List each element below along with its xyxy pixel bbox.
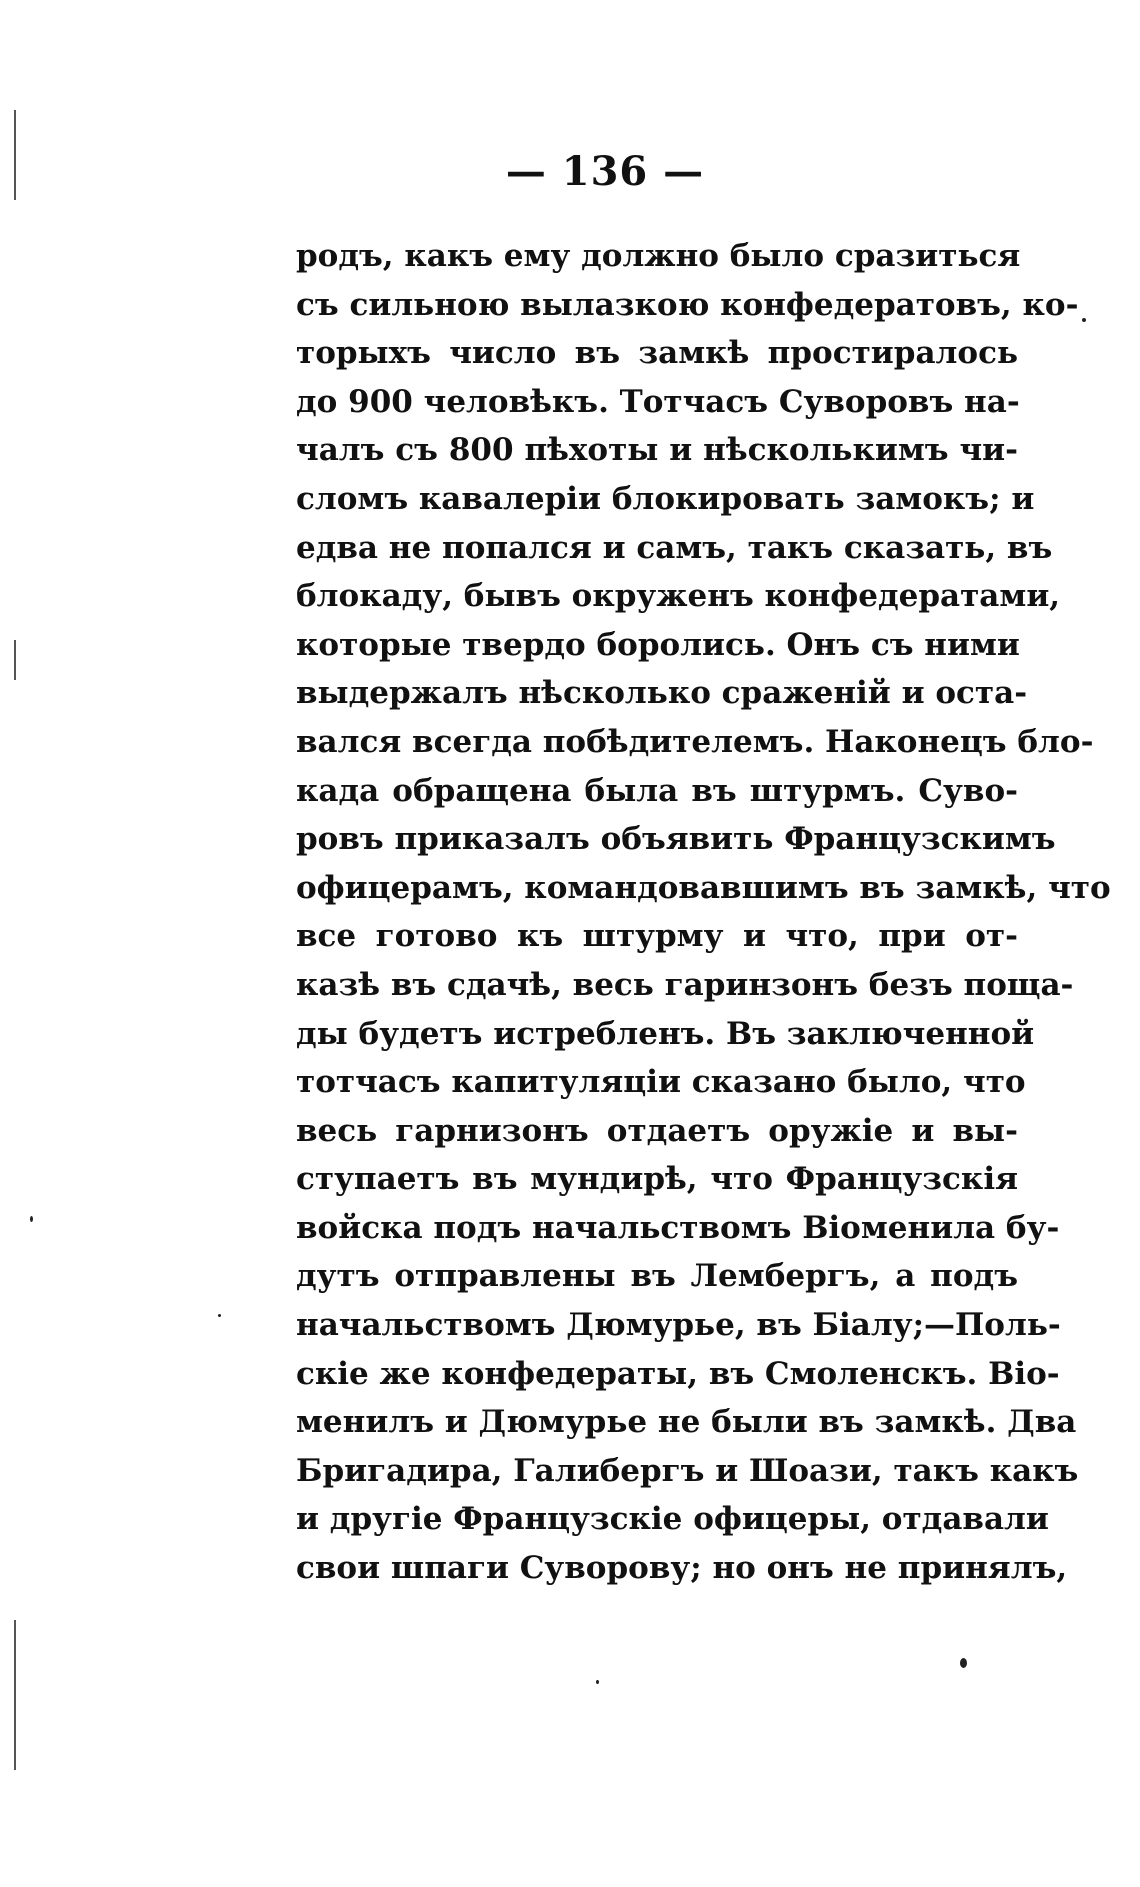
page-text	[296, 232, 1111, 1593]
scan-edge-line	[14, 640, 16, 680]
text-line: войска подъ начальствомъ Віоменила бу-	[296, 1209, 1060, 1246]
text-line: дутъ отправлены въ Лембергъ, а подъ	[296, 1258, 1018, 1295]
text-line: скіе же конфедераты, въ Смоленскъ. Віо-	[296, 1355, 1060, 1392]
text-line: тотчасъ капитуляціи сказано было, что	[296, 1064, 1026, 1101]
text-line: начальствомъ Дюмурье, въ Біалу;—Поль-	[296, 1307, 1061, 1344]
text-line: вался всегда побѣдителемъ. Наконецъ бло-	[296, 723, 1094, 760]
scan-edge-line	[14, 1620, 16, 1770]
text-line: блокаду, бывъ окруженъ конфедератами,	[296, 578, 1061, 615]
ink-speck	[596, 1680, 599, 1684]
text-line: ровъ приказалъ объявить Французскимъ	[296, 821, 1056, 858]
text-line: выдержалъ нѣсколько сраженій и остa-	[296, 675, 1028, 712]
text-line: свои шпаги Суворову; но онъ не принялъ,	[296, 1550, 1068, 1587]
text-line: офицерамъ, командовавшимъ въ замкѣ, что	[296, 869, 1111, 906]
text-line: Бригадира, Галибергъ и Шоази, такъ какъ	[296, 1452, 1079, 1489]
text-line: которые твердо боролись. Онъ съ ними	[296, 626, 1020, 663]
text-line: съ сильною вылазкою конфедератовъ, ко-	[296, 286, 1079, 323]
page-number: — 136 —	[505, 148, 705, 195]
ink-speck	[218, 1314, 221, 1317]
text-line: родъ, какъ ему должно было сразиться	[296, 238, 1021, 274]
ink-speck	[1082, 318, 1086, 322]
text-line: все готово къ штурму и что, при от-	[296, 918, 1018, 955]
text-line: едва не попался и самъ, такъ сказать, въ	[296, 529, 1053, 566]
ink-speck	[30, 1216, 33, 1222]
text-line: торыхъ число въ замкѣ простиралось	[296, 335, 1018, 372]
text-line: весь гарнизонъ отдаетъ оружіе и вы-	[296, 1112, 1018, 1149]
text-line: када обращена была въ штурмъ. Суво-	[296, 772, 1018, 809]
text-line: ступаетъ въ мундирѣ, что Французскія	[296, 1161, 1018, 1198]
text-line: казѣ въ сдачѣ, весь гаринзонъ безъ поща-	[296, 966, 1074, 1003]
ink-speck	[960, 1658, 967, 1668]
text-line: сломъ кавалеріи блокировать замокъ; и	[296, 480, 1035, 517]
text-line: и другіе Французскіе офицеры, отдавали	[296, 1501, 1049, 1538]
text-line: до 900 человѣкъ. Тотчасъ Суворовъ на-	[296, 383, 1020, 420]
text-line: ды будетъ истребленъ. Въ заключенной	[296, 1015, 1035, 1052]
text-line: чалъ съ 800 пѣхоты и нѣсколькимъ чи-	[296, 432, 1018, 469]
text-line: менилъ и Дюмурье не были въ замкѣ. Два	[296, 1404, 1077, 1441]
